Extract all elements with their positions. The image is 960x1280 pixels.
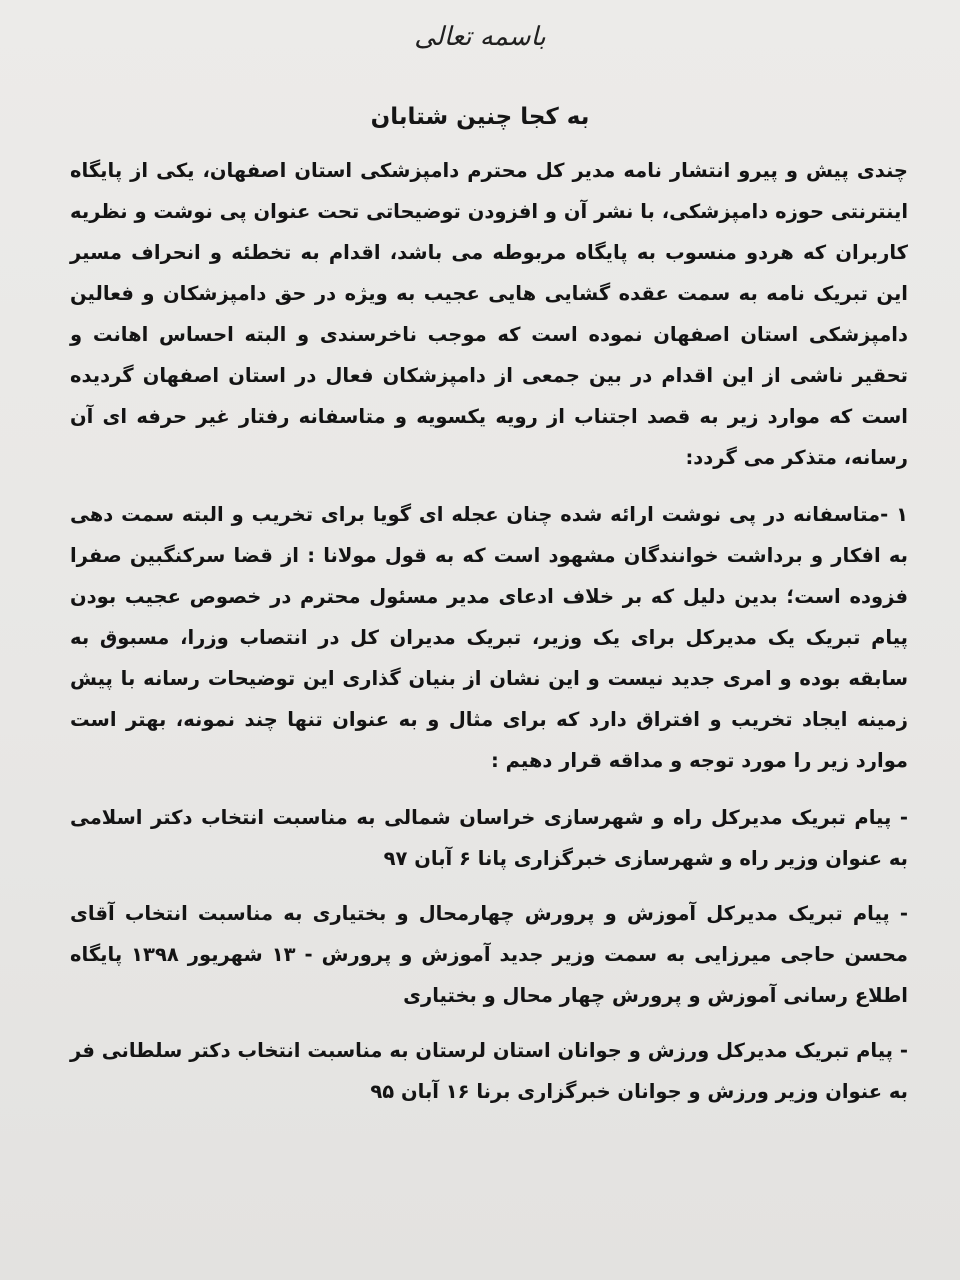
- document-title: به کجا چنین شتابان: [370, 104, 590, 130]
- point-one-paragraph: ۱ -متاسفانه در پی نوشت ارائه شده چنان عجله ای گویا برای تخریب و البته سمت دهی به افکار و برداشت خوانندگان مشهود است که به قول مولانا : از قضا سرکنگبین صفرا فزوده است؛ بدین دلیل که بر خلاف ادعای مدیر مسئول محترم در خصوص عجیب بودن پیام تبریک یک مدیرکل برای یک وزیر، تبریک مدیران کل در انتصاب وزرا، مسبوق به سابقه بوده و امری جدید نیست و این نشان از بنیان گذاری این توضیحات رسانه با پیش زمینه ایجاد تخریب و افتراق دارد که برای مثال و به عنوان تنها چند نمونه، بهتر است موارد زیر را مورد توجه و مداقه قرار دهیم :: [70, 503, 908, 772]
- example-item-3: - پیام تبریک مدیرکل ورزش و جوانان استان لرستان به مناسبت انتخاب دکتر سلطانی فر به عنوان وزیر ورزش و جوانان خبرگزاری برنا ۱۶ آبان ۹۵: [70, 1039, 908, 1103]
- document-body: [70, 150, 908, 1126]
- basmala-heading: باسمه تعالی: [414, 22, 546, 52]
- example-item-1: - پیام تبریک مدیرکل راه و شهرسازی خراسان شمالی به مناسبت انتخاب دکتر اسلامی به عنوان وزیر راه و شهرسازی خبرگزاری پانا ۶ آبان ۹۷: [70, 806, 908, 870]
- intro-paragraph: چندی پیش و پیرو انتشار نامه مدیر کل محترم دامپزشکی استان اصفهان، یکی از پایگاه اینترنتی حوزه دامپزشکی، با نشر آن و افزودن توضیحاتی تحت عنوان پی نوشت و نظریه کاربران که هردو منسوب به پایگاه مربوطه می باشد، اقدام به تخطئه و انحراف مسیر این تبریک نامه به سمت عقده گشایی هایی عجیب به ویژه در حق دامپزشکان و فعالین دامپزشکی استان اصفهان نموده است که موجب ناخرسندی و البته احساس اهانت و تحقیر ناشی از این اقدام در بین جمعی از دامپزشکان فعال در استان اصفهان گردیده است که موارد زیر به قصد اجتناب از رویه یکسویه و متاسفانه رفتار غیر حرفه ای آن رسانه، متذکر می گردد:: [70, 159, 908, 469]
- example-item-2: - پیام تبریک مدیرکل آموزش و پرورش چهارمحال و بختیاری به مناسبت انتخاب آقای محسن حاجی میرزایی به سمت وزیر جدید آموزش و پرورش - ۱۳ شهریور ۱۳۹۸ پایگاه اطلاع رسانی آموزش و پرورش چهار محال و بختیاری: [70, 902, 908, 1007]
